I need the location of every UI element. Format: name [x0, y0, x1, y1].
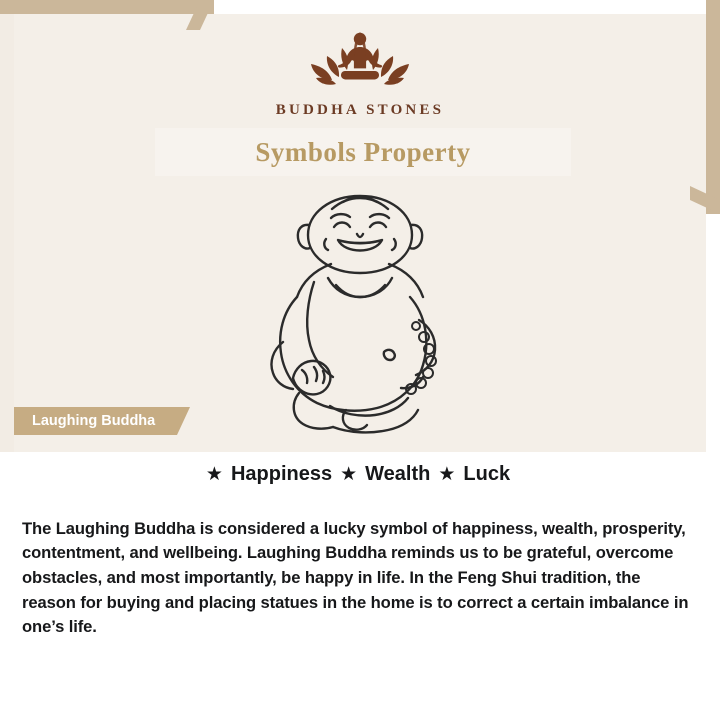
benefit-luck: Luck [463, 463, 511, 485]
star-icon: ★ [438, 464, 456, 485]
lotus-meditation-icon [285, 26, 435, 98]
brand-logo [0, 26, 720, 119]
star-icon: ★ [205, 464, 223, 485]
page-title-text: Symbols Property [255, 136, 471, 167]
corner-accent-top-left [0, 0, 214, 14]
benefit-wealth: Wealth [365, 463, 431, 485]
page-title [155, 128, 571, 176]
brand-name: BUDDHA STONES [275, 102, 445, 118]
description-paragraph: The Laughing Buddha is considered a lucky symbol of happiness, wealth, prosperity, contentment, and wellbeing. Laughing Buddha reminds us to be grateful, overcome obstacles, and most importantly, be happy in life. In the Feng Shui tradition, the reason for buying and placing statues in the home is to correct a certain imbalance in one’s life. [22, 518, 689, 637]
laughing-buddha-illustration [0, 180, 720, 445]
status-badge-label: Laughing Buddha [32, 413, 156, 429]
status-badge [14, 407, 177, 435]
benefits-row [0, 463, 720, 486]
star-icon: ★ [340, 464, 358, 485]
benefit-happiness: Happiness [230, 463, 333, 485]
laughing-buddha-icon [210, 182, 510, 444]
